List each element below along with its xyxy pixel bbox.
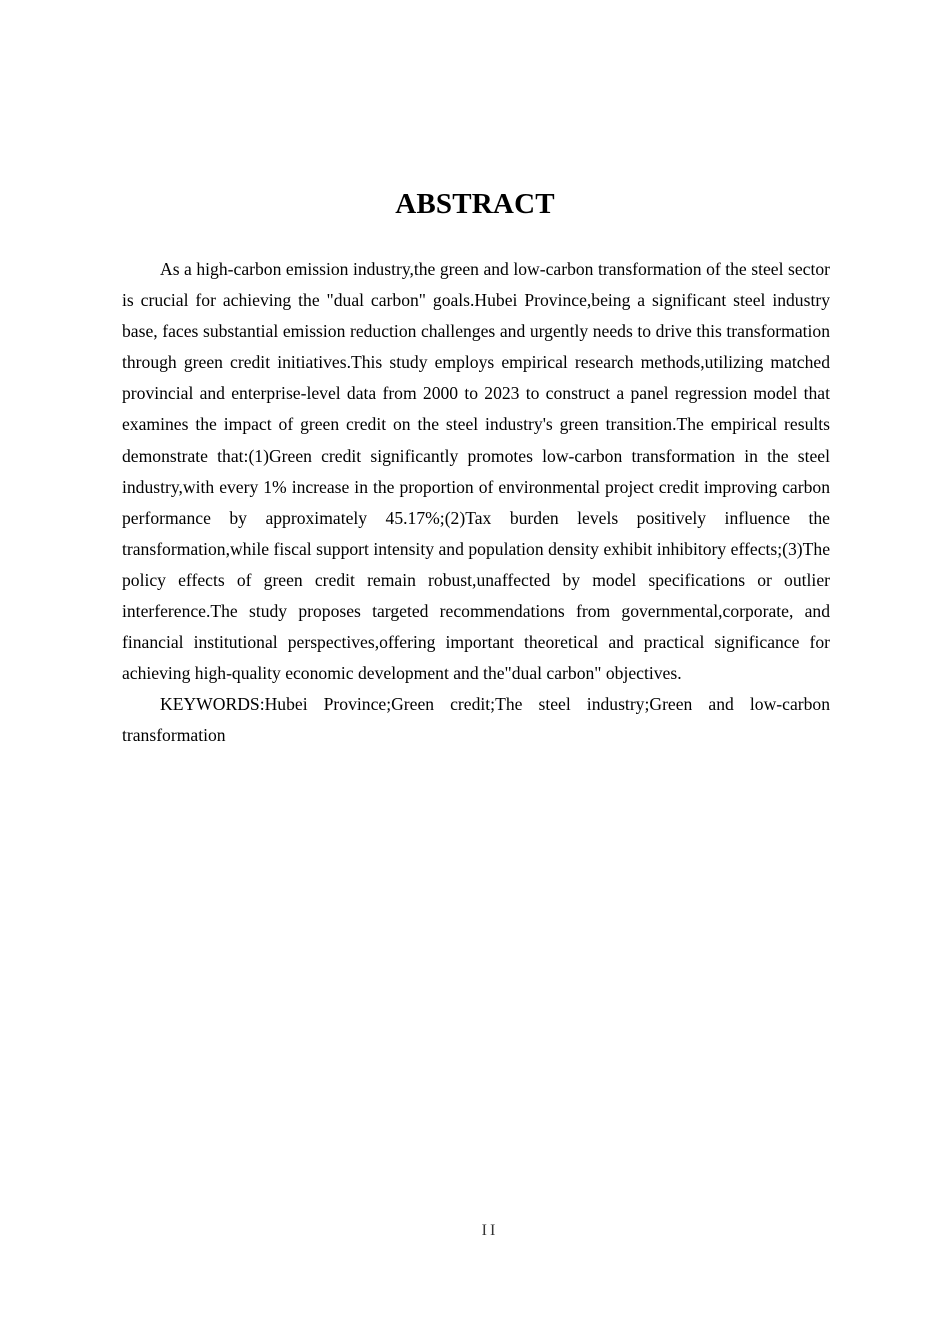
keywords-paragraph: KEYWORDS:Hubei Province;Green credit;The steel industry;Green and low-carbon transformation [122, 694, 830, 746]
abstract-title: ABSTRACT [395, 188, 555, 220]
abstract-body [122, 254, 830, 752]
abstract-paragraph: As a high-carbon emission industry,the green and low-carbon transformation of the steel sector is crucial for achieving the "dual carbon" goals.Hubei Province,being a significant steel industry base, faces substantial emission reduction challenges and urgently needs to drive this transformation through green credit initiatives.This study employs empirical research methods,utilizing matched provincial and enterprise-level data from 2000 to 2023 to construct a panel regression model that examines the impact of green credit on the steel industry's green transition.The empirical results demonstrate that:(1)Green credit significantly promotes low-carbon transformation in the steel industry,with every 1% increase in the proportion of environmental project credit improving carbon performance by approximately 45.17%;(2)Tax burden levels positively influence the transformation,while fiscal support intensity and population density exhibit inhibitory effects;(3)The policy effects of green credit remain robust,unaffected by model specifications or outlier interference.The study proposes targeted recommendations from governmental,corporate, and financial institutional perspectives,offering important theoretical and practical significance for achieving high-quality economic development and the"dual carbon" objectives. [122, 259, 830, 684]
page-number: II [481, 1222, 499, 1239]
